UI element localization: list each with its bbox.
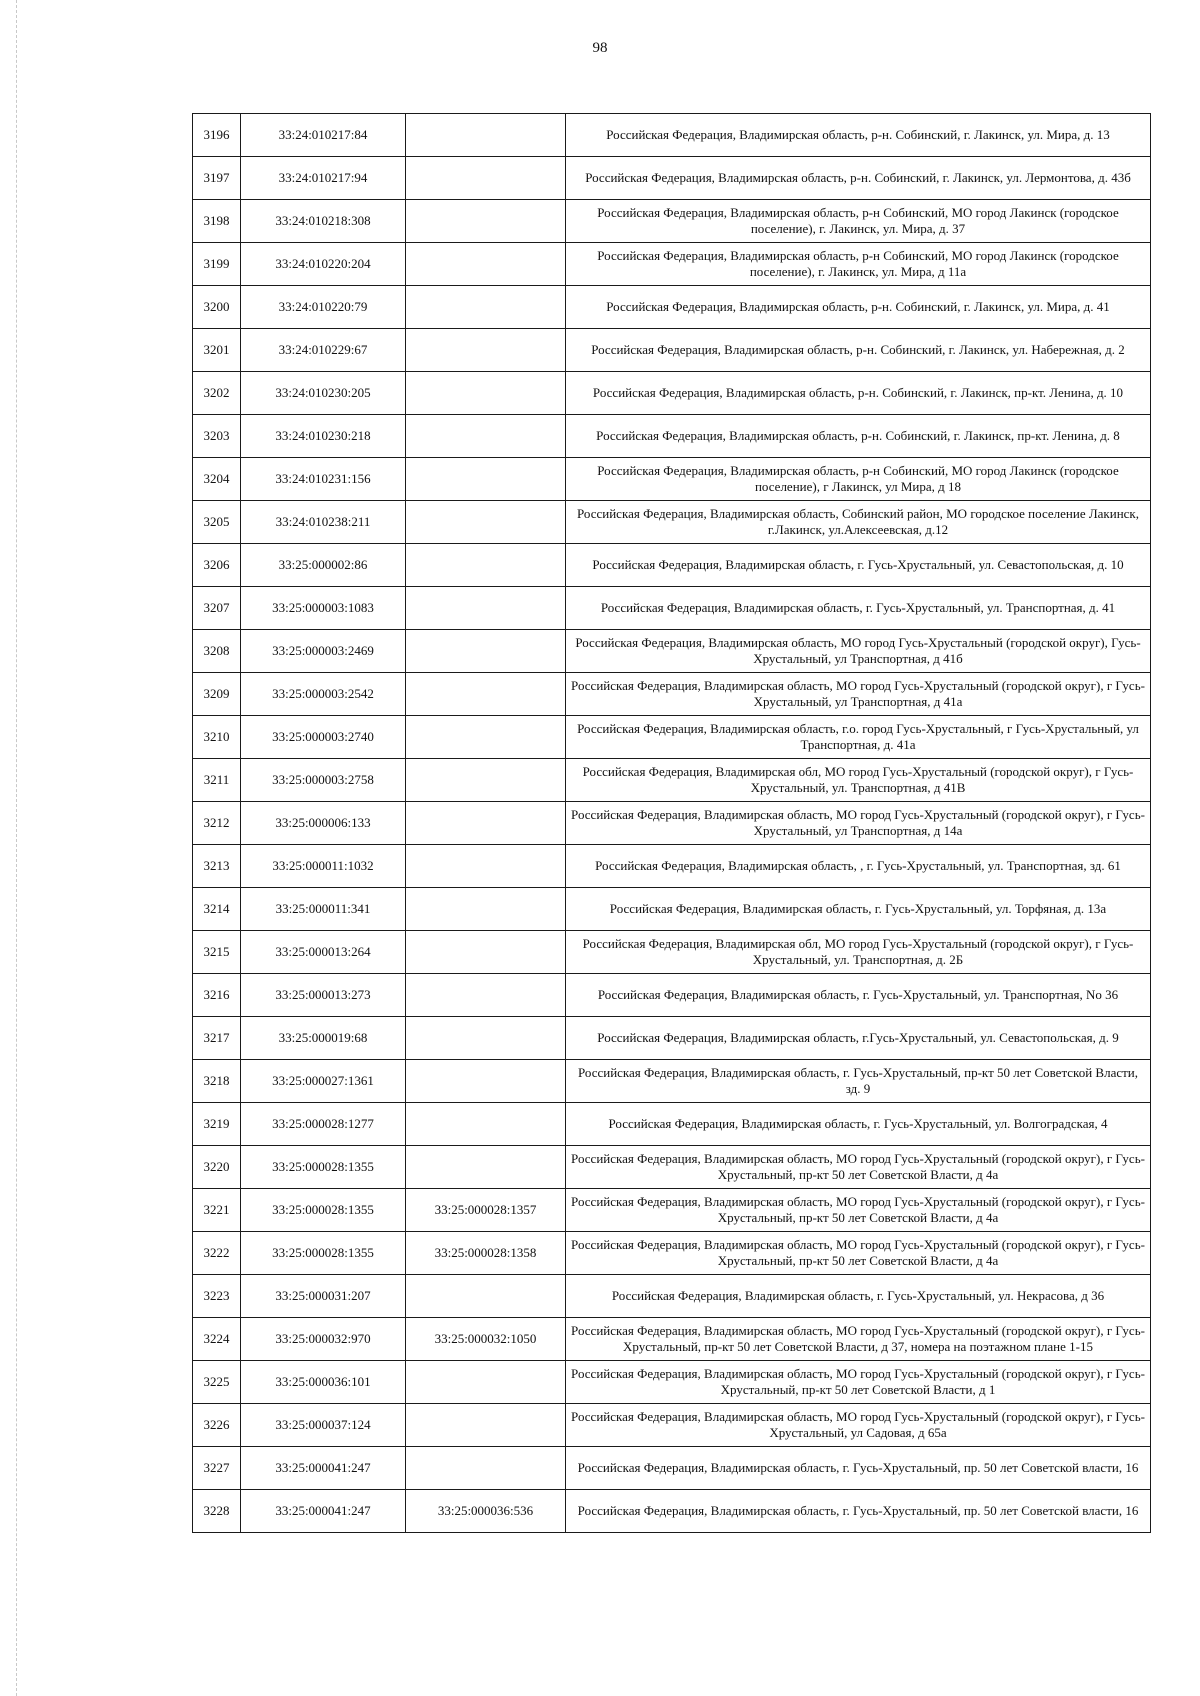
address-cell: Российская Федерация, Владимирская область, Собинский район, МО городское поселение Лакинск, г.Лакинск, ул.Алексеевская, д.12 [566,501,1151,544]
row-number-cell: 3218 [193,1060,241,1103]
cadastral-number-cell: 33:25:000032:970 [241,1318,406,1361]
table-row [193,1275,1151,1318]
row-number-cell: 3214 [193,888,241,931]
related-cadastral-cell: 33:25:000028:1358 [406,1232,566,1275]
cadastral-number-cell: 33:25:000003:2758 [241,759,406,802]
address-cell: Российская Федерация, Владимирская область, г.о. город Гусь-Хрустальный, г Гусь-Хрустальный, ул Транспортная, д. 41а [566,716,1151,759]
address-cell: Российская Федерация, Владимирская область, МО город Гусь-Хрустальный (городской округ), г Гусь- Хрустальный, пр-кт 50 лет Советской Власти, д 4а [566,1146,1151,1189]
table-row [193,243,1151,286]
address-cell: Российская Федерация, Владимирская область, г. Гусь-Хрустальный, ул. Волгоградская, 4 [566,1103,1151,1146]
cadastral-number-cell: 33:25:000003:2542 [241,673,406,716]
related-cadastral-cell [406,1447,566,1490]
address-cell: Российская Федерация, Владимирская область, р-н Собинский, МО город Лакинск (городское поселение), г. Лакинск, ул. Мира, д 11а [566,243,1151,286]
table-row [193,974,1151,1017]
related-cadastral-cell [406,1103,566,1146]
cadastral-number-cell: 33:25:000041:247 [241,1447,406,1490]
cadastral-number-cell: 33:25:000013:264 [241,931,406,974]
related-cadastral-cell [406,802,566,845]
row-number-cell: 3207 [193,587,241,630]
row-number-cell: 3208 [193,630,241,673]
cadastral-number-cell: 33:25:000013:273 [241,974,406,1017]
address-cell: Российская Федерация, Владимирская область, г. Гусь-Хрустальный, ул. Торфяная, д. 13а [566,888,1151,931]
address-cell: Российская Федерация, Владимирская область, г. Гусь-Хрустальный, пр. 50 лет Советской власти, 16 [566,1490,1151,1533]
cadastral-number-cell: 33:25:000019:68 [241,1017,406,1060]
row-number-cell: 3201 [193,329,241,372]
cadastral-number-cell: 33:25:000003:1083 [241,587,406,630]
table-row [193,845,1151,888]
table-row [193,1189,1151,1232]
cadastral-number-cell: 33:25:000037:124 [241,1404,406,1447]
address-cell: Российская Федерация, Владимирская область, р-н. Собинский, г. Лакинск, ул. Лермонтова, д. 43б [566,157,1151,200]
address-cell: Российская Федерация, Владимирская область, г. Гусь-Хрустальный, пр-кт 50 лет Советской Власти, зд. 9 [566,1060,1151,1103]
cadastral-number-cell: 33:24:010218:308 [241,200,406,243]
table-row [193,1447,1151,1490]
cadastral-number-cell: 33:25:000003:2469 [241,630,406,673]
address-cell: Российская Федерация, Владимирская область, МО город Гусь-Хрустальный (городской округ), г Гусь-Хрустальный, ул Транспортная, д 41а [566,673,1151,716]
table-row [193,716,1151,759]
table-row [193,114,1151,157]
row-number-cell: 3228 [193,1490,241,1533]
row-number-cell: 3222 [193,1232,241,1275]
row-number-cell: 3203 [193,415,241,458]
row-number-cell: 3197 [193,157,241,200]
related-cadastral-cell [406,372,566,415]
address-cell: Российская Федерация, Владимирская область, МО город Гусь-Хрустальный (городской округ), г Гусь- Хрустальный, пр-кт 50 лет Советской Власти, д 4а [566,1189,1151,1232]
cadastral-number-cell: 33:24:010231:156 [241,458,406,501]
related-cadastral-cell [406,888,566,931]
row-number-cell: 3220 [193,1146,241,1189]
table-row [193,1017,1151,1060]
row-number-cell: 3215 [193,931,241,974]
cadastral-number-cell: 33:25:000041:247 [241,1490,406,1533]
related-cadastral-cell [406,1275,566,1318]
scan-edge-line [16,0,17,1696]
table-row [193,587,1151,630]
row-number-cell: 3227 [193,1447,241,1490]
table-row [193,1232,1151,1275]
row-number-cell: 3219 [193,1103,241,1146]
cadastral-number-cell: 33:25:000028:1355 [241,1189,406,1232]
cadastral-number-cell: 33:24:010230:205 [241,372,406,415]
cadastral-number-cell: 33:24:010220:204 [241,243,406,286]
table-row [193,544,1151,587]
cadastral-number-cell: 33:24:010217:84 [241,114,406,157]
related-cadastral-cell [406,243,566,286]
related-cadastral-cell [406,630,566,673]
related-cadastral-cell [406,716,566,759]
table-row [193,931,1151,974]
address-cell: Российская Федерация, Владимирская область, р-н Собинский, МО город Лакинск (городское поселение), г. Лакинск, ул. Мира, д. 37 [566,200,1151,243]
row-number-cell: 3209 [193,673,241,716]
related-cadastral-cell [406,114,566,157]
row-number-cell: 3199 [193,243,241,286]
related-cadastral-cell: 33:25:000032:1050 [406,1318,566,1361]
address-cell: Российская Федерация, Владимирская область, р-н. Собинский, г. Лакинск, пр-кт. Ленина, д. 10 [566,372,1151,415]
table-row [193,888,1151,931]
cadastral-number-cell: 33:25:000036:101 [241,1361,406,1404]
cadastral-number-cell: 33:25:000011:341 [241,888,406,931]
related-cadastral-cell [406,587,566,630]
registry-table-body [193,114,1151,1533]
address-cell: Российская Федерация, Владимирская область, г. Гусь-Хрустальный, пр. 50 лет Советской власти, 16 [566,1447,1151,1490]
related-cadastral-cell [406,1017,566,1060]
cadastral-number-cell: 33:25:000028:1355 [241,1232,406,1275]
row-number-cell: 3205 [193,501,241,544]
row-number-cell: 3224 [193,1318,241,1361]
related-cadastral-cell [406,673,566,716]
table-row [193,630,1151,673]
related-cadastral-cell [406,1361,566,1404]
cadastral-number-cell: 33:25:000006:133 [241,802,406,845]
related-cadastral-cell [406,501,566,544]
row-number-cell: 3221 [193,1189,241,1232]
address-cell: Российская Федерация, Владимирская область, р-н. Собинский, г. Лакинск, ул. Мира, д. 41 [566,286,1151,329]
related-cadastral-cell [406,157,566,200]
table-row [193,1318,1151,1361]
row-number-cell: 3196 [193,114,241,157]
cadastral-number-cell: 33:25:000002:86 [241,544,406,587]
table-row [193,1103,1151,1146]
table-row [193,157,1151,200]
address-cell: Российская Федерация, Владимирская область, р-н. Собинский, г. Лакинск, ул. Набережная, д. 2 [566,329,1151,372]
row-number-cell: 3200 [193,286,241,329]
table-row [193,1361,1151,1404]
address-cell: Российская Федерация, Владимирская область, р-н Собинский, МО город Лакинск (городское поселение), г Лакинск, ул Мира, д 18 [566,458,1151,501]
related-cadastral-cell [406,329,566,372]
related-cadastral-cell [406,200,566,243]
cadastral-number-cell: 33:24:010217:94 [241,157,406,200]
address-cell: Российская Федерация, Владимирская область, г. Гусь-Хрустальный, ул. Транспортная, No 36 [566,974,1151,1017]
table-row [193,802,1151,845]
cadastral-number-cell: 33:25:000028:1277 [241,1103,406,1146]
cadastral-number-cell: 33:24:010229:67 [241,329,406,372]
cadastral-number-cell: 33:24:010238:211 [241,501,406,544]
cadastral-number-cell: 33:25:000027:1361 [241,1060,406,1103]
related-cadastral-cell: 33:25:000028:1357 [406,1189,566,1232]
page-number: 98 [592,40,608,56]
related-cadastral-cell [406,286,566,329]
row-number-cell: 3202 [193,372,241,415]
cadastral-number-cell: 33:25:000028:1355 [241,1146,406,1189]
address-cell: Российская Федерация, Владимирская область, р-н. Собинский, г. Лакинск, ул. Мира, д. 13 [566,114,1151,157]
table-row [193,200,1151,243]
table-row [193,759,1151,802]
table-row [193,415,1151,458]
related-cadastral-cell [406,544,566,587]
row-number-cell: 3210 [193,716,241,759]
related-cadastral-cell [406,415,566,458]
table-row [193,329,1151,372]
table-row [193,286,1151,329]
row-number-cell: 3213 [193,845,241,888]
table-row [193,673,1151,716]
related-cadastral-cell [406,931,566,974]
row-number-cell: 3226 [193,1404,241,1447]
cadastral-number-cell: 33:25:000011:1032 [241,845,406,888]
table-row [193,458,1151,501]
row-number-cell: 3225 [193,1361,241,1404]
row-number-cell: 3212 [193,802,241,845]
registry-table [192,113,1151,1533]
address-cell: Российская Федерация, Владимирская область, МО город Гусь-Хрустальный (городской округ), г Гусь- Хрустальный, ул Садовая, д 65а [566,1404,1151,1447]
address-cell: Российская Федерация, Владимирская область, МО город Гусь-Хрустальный (городской округ), г Гусь- Хрустальный, пр-кт 50 лет Советской Власти, д 4а [566,1232,1151,1275]
row-number-cell: 3198 [193,200,241,243]
address-cell: Российская Федерация, Владимирская область, , г. Гусь-Хрустальный, ул. Транспортная, зд. 61 [566,845,1151,888]
address-cell: Российская Федерация, Владимирская обл, МО город Гусь-Хрустальный (городской округ), г Гусь-Хрустальный, ул. Транспортная, д 41В [566,759,1151,802]
row-number-cell: 3211 [193,759,241,802]
related-cadastral-cell [406,845,566,888]
related-cadastral-cell [406,1146,566,1189]
table-row [193,372,1151,415]
row-number-cell: 3204 [193,458,241,501]
table-row [193,1146,1151,1189]
table-row [193,1060,1151,1103]
related-cadastral-cell [406,1060,566,1103]
address-cell: Российская Федерация, Владимирская область, р-н. Собинский, г. Лакинск, пр-кт. Ленина, д. 8 [566,415,1151,458]
related-cadastral-cell [406,759,566,802]
address-cell: Российская Федерация, Владимирская область, г.Гусь-Хрустальный, ул. Севастопольская, д. 9 [566,1017,1151,1060]
cadastral-number-cell: 33:24:010220:79 [241,286,406,329]
address-cell: Российская Федерация, Владимирская область, г. Гусь-Хрустальный, ул. Транспортная, д. 41 [566,587,1151,630]
address-cell: Российская Федерация, Владимирская область, МО город Гусь-Хрустальный (городской округ), г Гусь-Хрустальный, пр-кт 50 лет Советской Власти, д 1 [566,1361,1151,1404]
address-cell: Российская Федерация, Владимирская область, МО город Гусь-Хрустальный (городской округ), г Гусь-Хрустальный, ул Транспортная, д 14а [566,802,1151,845]
address-cell: Российская Федерация, Владимирская обл, МО город Гусь-Хрустальный (городской округ), г Гусь-Хрустальный, ул. Транспортная, д. 2Б [566,931,1151,974]
row-number-cell: 3217 [193,1017,241,1060]
related-cadastral-cell: 33:25:000036:536 [406,1490,566,1533]
row-number-cell: 3216 [193,974,241,1017]
cadastral-number-cell: 33:24:010230:218 [241,415,406,458]
row-number-cell: 3206 [193,544,241,587]
address-cell: Российская Федерация, Владимирская область, МО город Гусь-Хрустальный (городской округ), Гусь-Хрустальный, ул Транспортная, д 41б [566,630,1151,673]
address-cell: Российская Федерация, Владимирская область, МО город Гусь-Хрустальный (городской округ), г Гусь-Хрустальный, пр-кт 50 лет Советской Власти, д 37, номера на поэтажном плане 1-15 [566,1318,1151,1361]
related-cadastral-cell [406,458,566,501]
table-row [193,1404,1151,1447]
cadastral-number-cell: 33:25:000031:207 [241,1275,406,1318]
address-cell: Российская Федерация, Владимирская область, г. Гусь-Хрустальный, ул. Некрасова, д 36 [566,1275,1151,1318]
table-row [193,501,1151,544]
table-row [193,1490,1151,1533]
cadastral-number-cell: 33:25:000003:2740 [241,716,406,759]
related-cadastral-cell [406,1404,566,1447]
row-number-cell: 3223 [193,1275,241,1318]
related-cadastral-cell [406,974,566,1017]
address-cell: Российская Федерация, Владимирская область, г. Гусь-Хрустальный, ул. Севастопольская, д. 10 [566,544,1151,587]
